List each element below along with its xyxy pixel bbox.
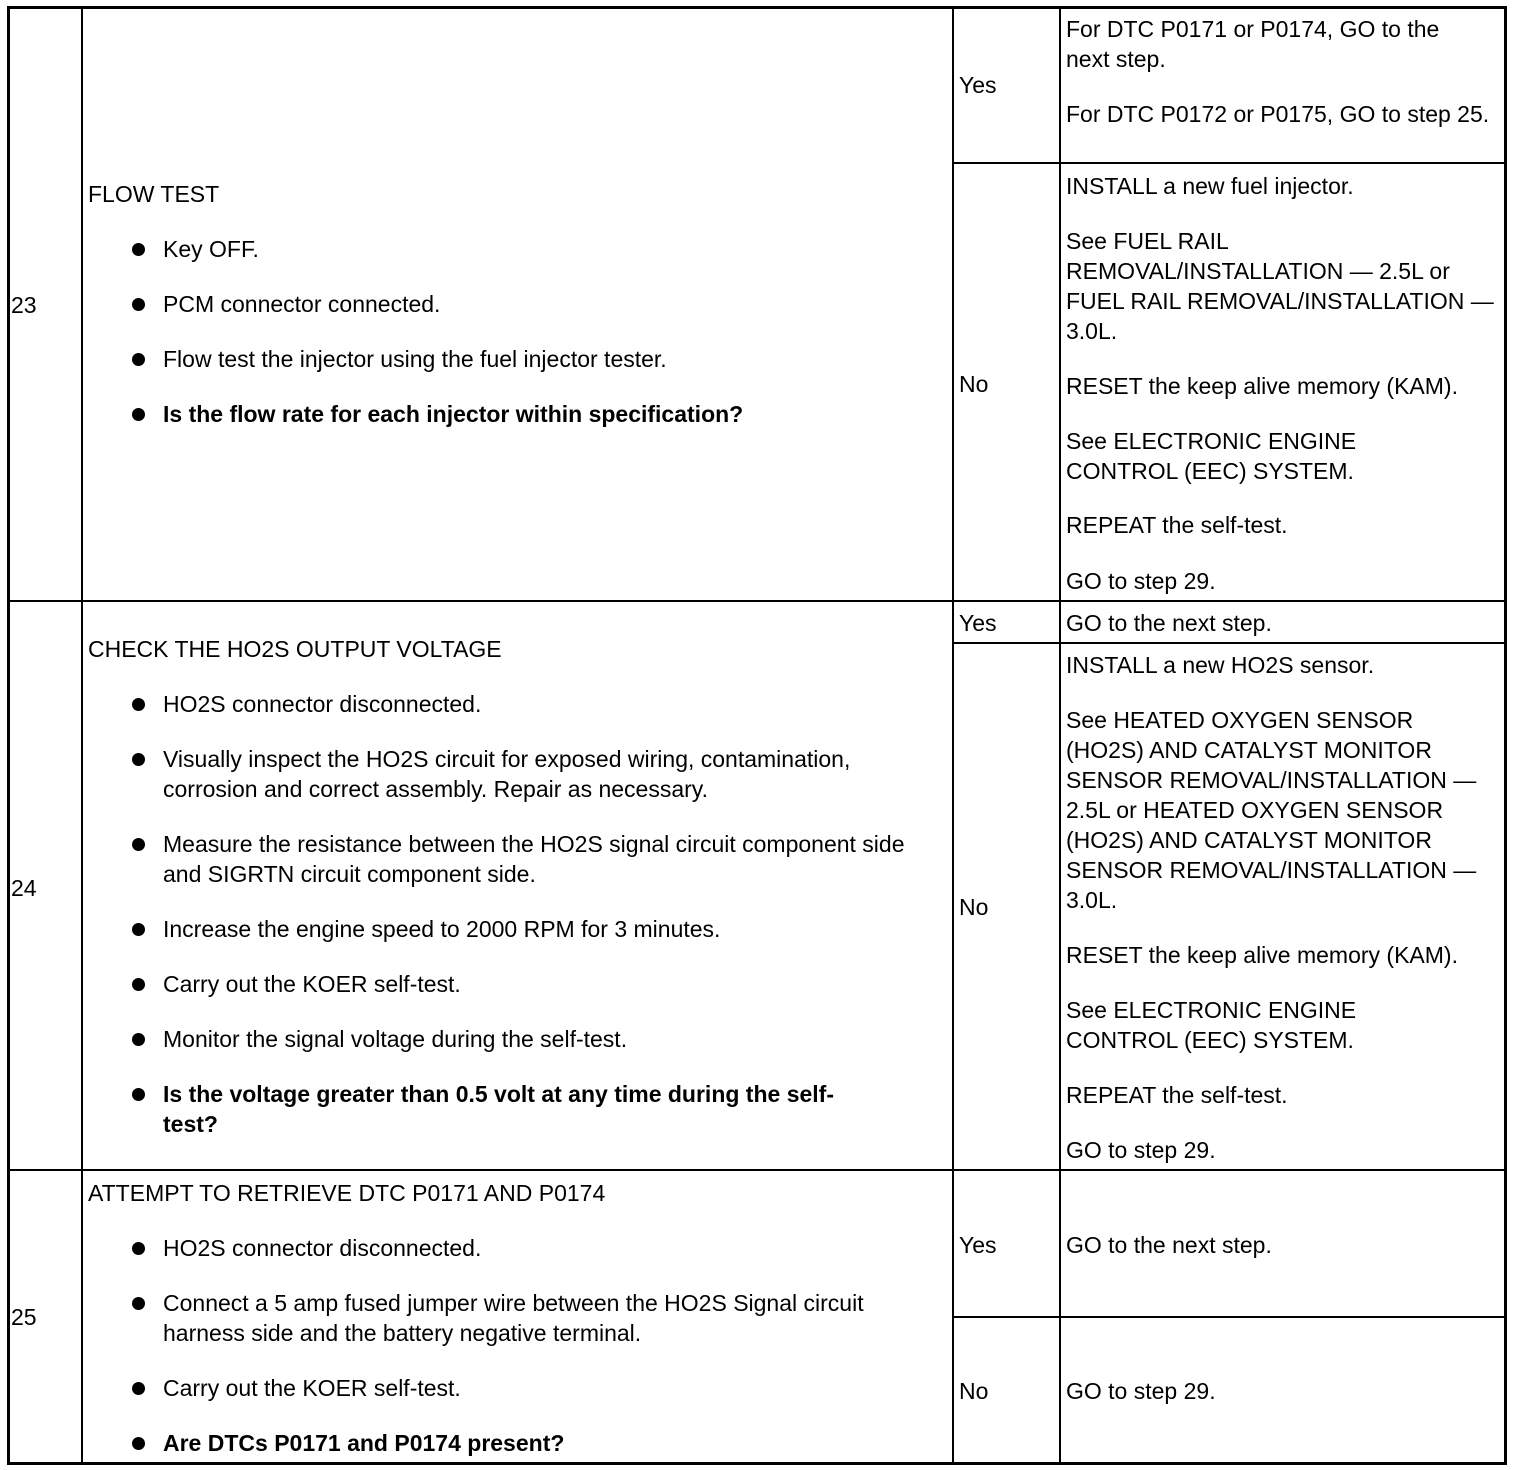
- action-text: REPEAT the self-test.: [1066, 512, 1288, 538]
- test-instruction: Monitor the signal voltage during the self-test.: [163, 1026, 628, 1052]
- test-instruction: Key OFF.: [163, 236, 259, 262]
- bullet-icon: [132, 1297, 145, 1310]
- test-instruction: Increase the engine speed to 2000 RPM for 3 minutes.: [163, 916, 721, 942]
- result-yes-label: Yes: [959, 1232, 997, 1258]
- test-question: Is the flow rate for each injector within specification?: [163, 401, 744, 427]
- yes-no-divider-24: [952, 642, 1507, 644]
- action-text: GO to the next step.: [1066, 1232, 1272, 1258]
- result-no-label: No: [959, 894, 989, 920]
- test-instruction: PCM connector connected.: [163, 291, 441, 317]
- result-yes-label: Yes: [959, 610, 997, 636]
- action-text: REPEAT the self-test.: [1066, 1082, 1288, 1108]
- bullet-icon: [132, 408, 145, 421]
- action-text: For DTC P0172 or P0175, GO to step 25.: [1066, 101, 1490, 127]
- test-instruction: Carry out the KOER self-test.: [163, 971, 461, 997]
- bullet-icon: [132, 1242, 145, 1255]
- action-text: INSTALL a new HO2S sensor.: [1066, 652, 1375, 678]
- bullet-icon: [132, 353, 145, 366]
- bullet-icon: [132, 1437, 145, 1450]
- test-instruction: Connect a 5 amp fused jumper wire between the HO2S Signal circuit harness side and the battery negative terminal.: [163, 1290, 864, 1346]
- result-yes-label: Yes: [959, 72, 997, 98]
- step-number: 24: [11, 875, 37, 901]
- bullet-icon: [132, 753, 145, 766]
- bullet-icon: [132, 298, 145, 311]
- bullet-icon: [132, 698, 145, 711]
- bullet-icon: [132, 923, 145, 936]
- col-divider-action: [1059, 6, 1061, 1465]
- step-number: 25: [11, 1304, 37, 1330]
- action-text: See HEATED OXYGEN SENSOR (HO2S) AND CATALYST MONITOR SENSOR REMOVAL/INSTALLATION — 2.5L or HEATED OXYGEN SENSOR (HO2S) AND CATALYST MONITOR SENSOR REMOVAL/INSTALLATION — 3.0L.: [1066, 707, 1477, 913]
- bullet-icon: [132, 243, 145, 256]
- result-no-label: No: [959, 1378, 989, 1404]
- step-heading: FLOW TEST: [88, 181, 220, 207]
- test-instruction: Visually inspect the HO2S circuit for exposed wiring, contamination, corrosion and correct assembly. Repair as necessary.: [163, 746, 851, 802]
- action-text: For DTC P0171 or P0174, GO to the next step.: [1066, 16, 1440, 72]
- test-instruction: Measure the resistance between the HO2S signal circuit component side and SIGRTN circuit component side.: [163, 831, 905, 887]
- action-text: See ELECTRONIC ENGINE CONTROL (EEC) SYSTEM.: [1066, 428, 1357, 484]
- test-instruction: Carry out the KOER self-test.: [163, 1375, 461, 1401]
- action-text: See ELECTRONIC ENGINE CONTROL (EEC) SYSTEM.: [1066, 997, 1357, 1053]
- action-text: RESET the keep alive memory (KAM).: [1066, 942, 1458, 968]
- action-text: GO to step 29.: [1066, 568, 1216, 594]
- test-question: Are DTCs P0171 and P0174 present?: [163, 1430, 565, 1456]
- action-text: GO to the next step.: [1066, 610, 1272, 636]
- row-divider-24-25: [7, 1169, 1507, 1171]
- step-heading: CHECK THE HO2S OUTPUT VOLTAGE: [88, 636, 502, 662]
- test-instruction: Flow test the injector using the fuel injector tester.: [163, 346, 667, 372]
- bullet-icon: [132, 1033, 145, 1046]
- col-divider-result: [952, 6, 954, 1465]
- col-divider-step: [81, 6, 83, 1465]
- yes-no-divider-23: [952, 162, 1507, 164]
- bullet-icon: [132, 838, 145, 851]
- step-number: 23: [11, 292, 37, 318]
- row-divider-23-24: [7, 600, 1507, 602]
- test-instruction: HO2S connector disconnected.: [163, 691, 482, 717]
- action-text: INSTALL a new fuel injector.: [1066, 173, 1354, 199]
- action-text: RESET the keep alive memory (KAM).: [1066, 373, 1458, 399]
- action-text: GO to step 29.: [1066, 1378, 1216, 1404]
- bullet-icon: [132, 1088, 145, 1101]
- bullet-icon: [132, 1382, 145, 1395]
- test-instruction: HO2S connector disconnected.: [163, 1235, 482, 1261]
- result-no-label: No: [959, 371, 989, 397]
- action-text: GO to step 29.: [1066, 1137, 1216, 1163]
- test-question: Is the voltage greater than 0.5 volt at any time during the self-test?: [163, 1081, 834, 1137]
- step-heading: ATTEMPT TO RETRIEVE DTC P0171 AND P0174: [88, 1180, 606, 1206]
- action-text: See FUEL RAIL REMOVAL/INSTALLATION — 2.5L or FUEL RAIL REMOVAL/INSTALLATION — 3.0L.: [1066, 228, 1494, 344]
- yes-no-divider-25: [952, 1316, 1507, 1318]
- bullet-icon: [132, 978, 145, 991]
